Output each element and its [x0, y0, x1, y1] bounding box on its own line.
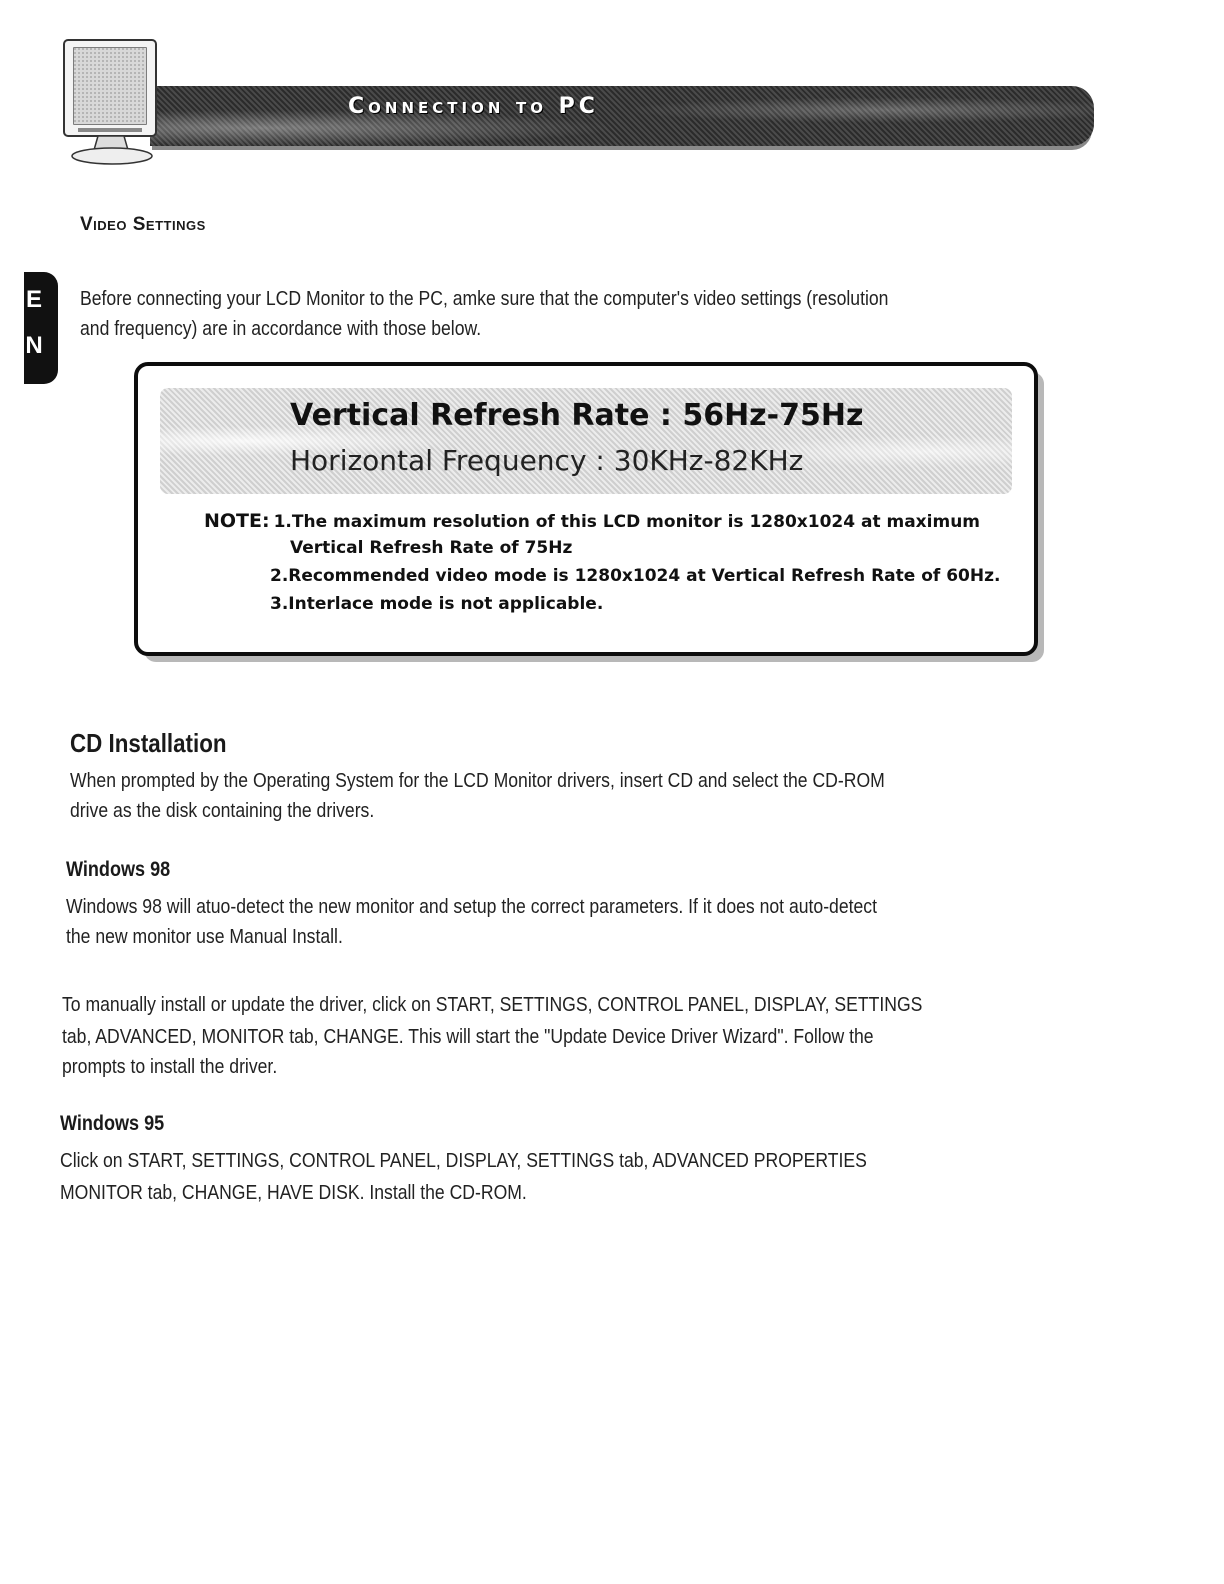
note-line: 2.Recommended video mode is 1280x1024 at Vertical Refresh Rate of 60Hz.: [270, 566, 1001, 586]
language-tab: [24, 272, 58, 384]
horizontal-frequency: Horizontal Frequency : 30KHz-82KHz: [290, 444, 804, 477]
video-settings-heading: Video Settings: [80, 214, 206, 235]
language-letter: E: [25, 286, 42, 313]
vertical-refresh-rate: Vertical Refresh Rate : 56Hz-75Hz: [290, 398, 864, 433]
frequency-panel: [160, 388, 1012, 494]
windows98-line: the new monitor use Manual Install.: [66, 926, 343, 948]
windows98-line: Windows 98 will atuo-detect the new monitor and setup the correct parameters. If it does not auto-detect: [66, 896, 878, 918]
cd-installation-line: When prompted by the Operating System for the LCD Monitor drivers, insert CD and select the CD-ROM: [70, 770, 885, 792]
note-label: NOTE:: [204, 510, 270, 532]
intro-line: and frequency) are in accordance with those below.: [80, 318, 482, 340]
note-line: 1.The maximum resolution of this LCD monitor is 1280x1024 at maximum: [273, 512, 981, 532]
windows98-manual-line: To manually install or update the driver, click on START, SETTINGS, CONTROL PANEL, DISPLAY, SETTINGS: [62, 994, 923, 1016]
header-banner: [150, 86, 1094, 146]
language-letter: N: [25, 332, 43, 359]
windows98-manual-line: tab, ADVANCED, MONITOR tab, CHANGE. This will start the "Update Device Driver Wizard". Follow the: [62, 1026, 874, 1048]
settings-box: [134, 362, 1038, 656]
monitor-icon: [58, 36, 168, 172]
cd-installation-heading: CD Installation: [70, 728, 227, 758]
windows95-heading: Windows 95: [60, 1112, 165, 1135]
windows95-line: MONITOR tab, CHANGE, HAVE DISK. Install the CD-ROM.: [60, 1182, 527, 1204]
windows95-line: Click on START, SETTINGS, CONTROL PANEL, DISPLAY, SETTINGS tab, ADVANCED PROPERTIES: [60, 1150, 867, 1172]
intro-line: Before connecting your LCD Monitor to the PC, amke sure that the computer's video settings (resolution: [80, 288, 889, 310]
cd-installation-line: drive as the disk containing the drivers.: [70, 800, 375, 822]
note-line: Vertical Refresh Rate of 75Hz: [290, 538, 573, 558]
note-line: 3.Interlace mode is not applicable.: [270, 594, 604, 614]
windows98-manual-line: prompts to install the driver.: [62, 1056, 278, 1078]
page-title: Connection to PC: [348, 94, 599, 119]
windows98-heading: Windows 98: [66, 858, 171, 881]
